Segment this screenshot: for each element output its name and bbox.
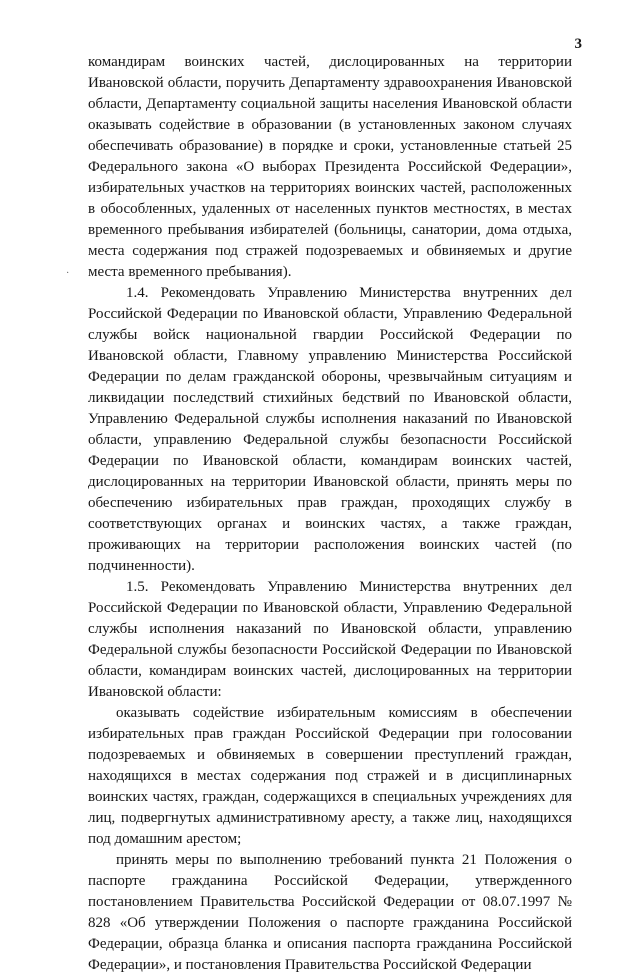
scan-speck: · [66, 268, 70, 279]
paragraph-1-5: 1.5. Рекомендовать Управлению Министерства внутренних дел Российской Федерации по Ивановской области, Управлению Федеральной службы исполнения наказаний по Ивановской области, управлению Федеральной службы безопасности Российской Федерации по Ивановской области, командирам воинских частей, дислоцированных на территории Ивановской области: [88, 579, 572, 700]
subparagraph-passport-requirements: принять меры по выполнению требований пункта 21 Положения о паспорте гражданина Российской Федерации, утвержденного постановлением Правительства Российской Федерации от 08.07.1997 № 828 «Об утверждении Положения о паспорте гражданина Российской Федерации, образца бланка и описания паспорта гражданина Российской Федерации», и постановления Правительства Российской Федерации [88, 852, 572, 973]
subparagraph-assist-commissions: оказывать содействие избирательным комиссиям в обеспечении избирательных прав граждан Российской Федерации при голосовании подозреваемых и обвиняемых в совершении преступлений граждан, находящихся в местах содержания под стражей и в дисциплинарных воинских частях, граждан, содержащихся в специальных учреждениях для лиц, подвергнутых административному аресту, а также лиц, находящихся под домашним арестом; [88, 705, 572, 847]
document-body [88, 52, 572, 976]
paragraph-1-4: 1.4. Рекомендовать Управлению Министерства внутренних дел Российской Федерации по Ивановской области, Управлению Федеральной службы войск национальной гвардии Российской Федерации по Ивановской области, Главному управлению Министерства Российской Федерации по делам гражданской обороны, чрезвычайным ситуациям и ликвидации последствий стихийных бедствий по Ивановской области, Управлению Федеральной службы исполнения наказаний по Ивановской области, управлению Федеральной службы безопасности Российской Федерации по Ивановской области, командирам воинских частей, дислоцированных на территории Ивановской области, принять меры по обеспечению избирательных прав граждан, проходящих службу в соответствующих органах и воинских частях, а также граждан, проживающих на территории расположения воинских частей (по подчиненности). [88, 285, 572, 574]
page-number: 3 [574, 36, 582, 52]
paragraph-continuation: командирам воинских частей, дислоцированных на территории Ивановской области, поручить Департаменту здравоохранения Ивановской области, Департаменту социальной защиты населения Ивановской области оказывать содействие в образовании (в установленных законом случаях обеспечивать образование) в порядке и сроки, установленные статьей 25 Федерального закона «О выборах Президента Российской Федерации», избирательных участков на территориях воинских частей, расположенных в обособленных, удаленных от населенных пунктов местностях, в местах временного пребывания избирателей (больницы, санатории, дома отдыха, места содержания под стражей подозреваемых и обвиняемых и другие места временного пребывания). [88, 54, 572, 280]
